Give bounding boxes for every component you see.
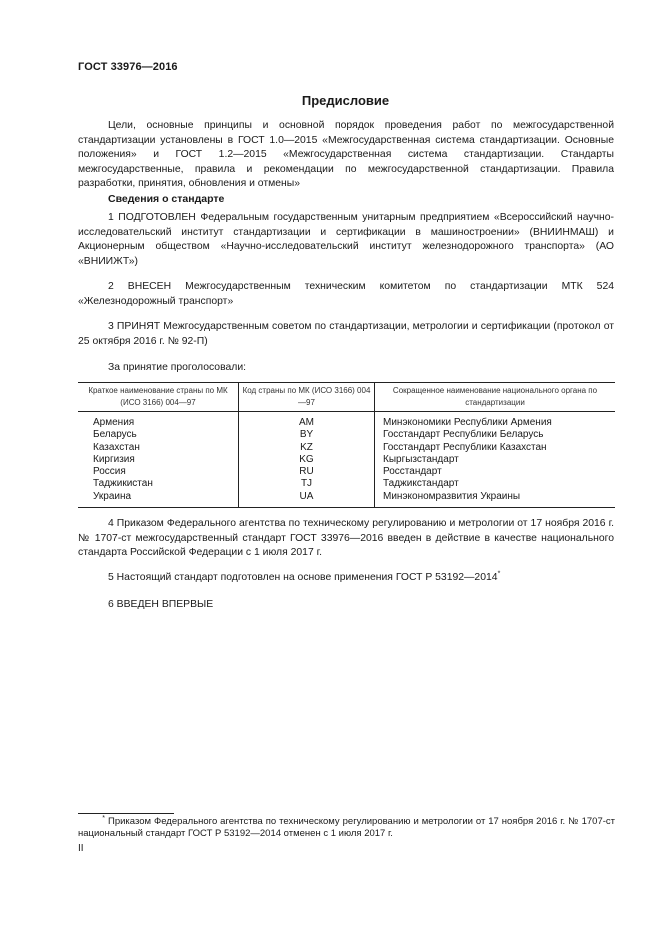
page-title: Предисловие <box>301 93 390 108</box>
item-4 <box>78 517 614 561</box>
item-1 <box>78 211 614 269</box>
voting-table <box>78 382 615 508</box>
country-code: UA <box>239 491 375 508</box>
section-subtitle: Сведения о стандарте <box>108 193 225 205</box>
country-code: TJ <box>239 478 375 490</box>
country-name: Казахстан <box>93 441 140 453</box>
item-5 <box>78 571 614 586</box>
country-code: KG <box>239 454 375 466</box>
country-name: Россия <box>93 466 126 478</box>
standards-body: Минэкономики Республики Армения <box>375 412 616 430</box>
item-2 <box>78 280 614 309</box>
country-name: Киргизия <box>93 453 135 465</box>
item-6-text: 6 ВВЕДЕН ВПЕРВЫЕ <box>108 599 214 610</box>
country-code: KZ <box>239 442 375 454</box>
item-4-text: 4 Приказом Федерального агентства по техническому регулированию и метрологии от 17 ноября 2016 г. № 1707-ст межгосударственный стандарт ГОСТ 33976—2016 введен в действие в качестве национального стандарта Российской Федерации с 1 июля 2017 г. <box>78 518 614 558</box>
item-1-text: 1 ПОДГОТОВЛЕН Федеральным государственным унитарным предприятием «Всероссийский научно-исследовательский институт стандартизации и сертификации в машиностроении» (ВНИИНМАШ) и Акционерным обществом «Научно-исследовательский институт железнодорожного транспорта» (АО «ВНИИЖТ») <box>78 212 614 267</box>
country-name: Армения <box>93 417 135 428</box>
item-5-text: 5 Настоящий стандарт подготовлен на основе применения ГОСТ Р 53192—2014 <box>108 572 498 583</box>
footnote-reference: * <box>497 570 501 578</box>
header-country-code: Код страны по МК (ИСО 3166) 004—97 <box>239 383 375 412</box>
country-name: Украина <box>78 491 239 508</box>
table-row <box>78 454 615 466</box>
standards-body: Кыргызстандарт <box>375 454 616 466</box>
header-country-name: Краткое наименование страны по МК (ИСО 3166) 004—97 <box>78 383 239 412</box>
table-row <box>78 429 615 441</box>
standards-body: Таджикстандарт <box>375 478 616 490</box>
country-code: BY <box>239 429 375 441</box>
item-2-text: 2 ВНЕСЕН Межгосударственным техническим комитетом по стандартизации МТК 524 «Железнодорожный транспорт» <box>78 281 614 307</box>
header-standards-body: Сокращенное наименование национального органа по стандартизации <box>375 383 616 412</box>
intro-text: Цели, основные принципы и основной порядок проведения работ по межгосударственной стандартизации установлены в ГОСТ 1.0—2015 «Межгосударственная система стандартизации. Основные положения» и ГОСТ 1.2—2015 «Межгосударственная система стандартизации. Стандарты межгосударственные, правила и рекомендации по межгосударственной стандартизации. Правила разработки, принятия, обновления и отмены» <box>78 120 614 189</box>
standards-body: Росстандарт <box>375 466 616 478</box>
item-6 <box>78 598 614 613</box>
page-number: II <box>78 843 84 854</box>
table-row <box>78 466 615 478</box>
standards-body: Госстандарт Республики Казахстан <box>375 442 616 454</box>
table-row <box>78 412 615 430</box>
standard-id: ГОСТ 33976—2016 <box>78 61 178 73</box>
table-header-row <box>78 383 615 412</box>
country-name: Беларусь <box>93 429 137 441</box>
intro-paragraph <box>78 119 614 192</box>
item-3 <box>78 320 614 349</box>
country-name: Таджикистан <box>93 478 153 490</box>
item-3-text: 3 ПРИНЯТ Межгосударственным советом по стандартизации, метрологии и сертификации (протокол от 25 октября 2016 г. № 92-П) <box>78 321 614 347</box>
standards-body: Госстандарт Республики Беларусь <box>375 429 616 441</box>
table-row <box>78 442 615 454</box>
footnote <box>78 816 615 840</box>
footnote-marker: * <box>102 814 105 822</box>
votes-label: За принятие проголосовали: <box>108 362 247 373</box>
table-row <box>78 491 615 508</box>
country-code: AM <box>239 412 375 430</box>
standards-body: Минэкономразвития Украины <box>375 491 616 508</box>
table-row <box>78 478 615 490</box>
footnote-text: Приказом Федерального агентства по техническому регулированию и метрологии от 17 ноября 2016 г. № 1707-ст национальный стандарт ГОСТ Р 53192—2014 отменен с 1 июля 2017 г. <box>78 816 615 839</box>
country-code: RU <box>239 466 375 478</box>
footnote-divider <box>78 813 174 814</box>
